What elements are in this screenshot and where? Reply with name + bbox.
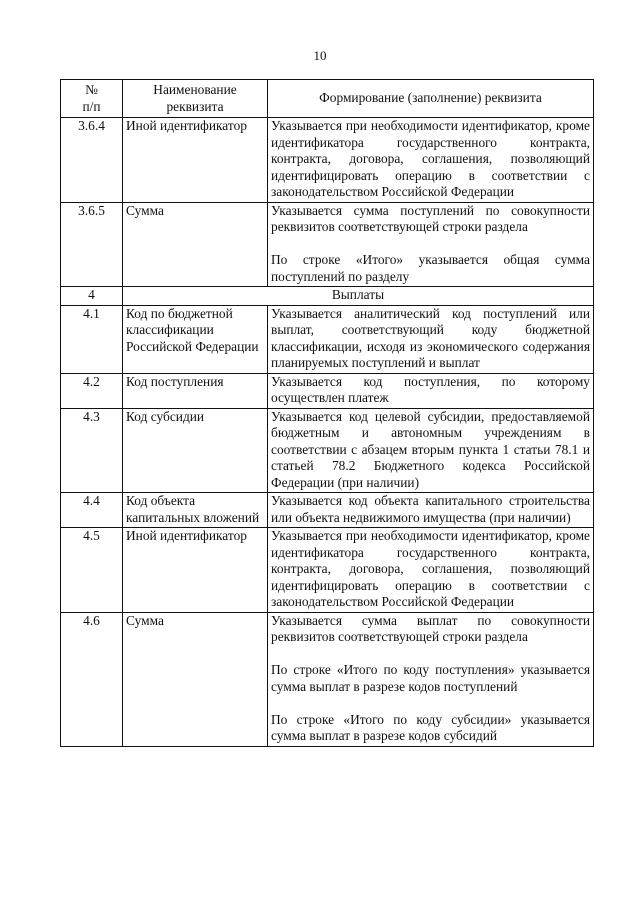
- row-number: 4.4: [61, 493, 123, 528]
- description-paragraph: Указывается код объекта капитального строительства или объекта недвижимого имущества (при наличии): [271, 493, 590, 525]
- description-paragraph: Указывается код целевой субсидии, предоставляемой бюджетным и автономным учреждениям в соответствии с абзацем вторым пункта 1 статьи 78.1 и статьей 78.2 Бюджетного кодекса Российской Федерации (при наличии): [271, 408, 590, 490]
- requisite-description: [268, 118, 594, 203]
- table-row: [61, 528, 594, 613]
- requisites-table: [60, 79, 594, 747]
- requisite-name: Код субсидии: [123, 408, 268, 493]
- header-number: № п/п: [61, 80, 123, 118]
- row-number: 4.6: [61, 612, 123, 746]
- section-title: Выплаты: [123, 287, 594, 306]
- description-paragraph: Указывается код поступления, по которому осуществлен платеж: [271, 373, 590, 405]
- description-paragraph: По строке «Итого по коду поступления» указывается сумма выплат в разрезе кодов поступлений: [271, 662, 590, 694]
- requisite-name: Код поступления: [123, 373, 268, 408]
- header-requisite-name: Наименование реквизита: [123, 80, 268, 118]
- table-row: [61, 493, 594, 528]
- table-row: [61, 408, 594, 493]
- requisite-description: [268, 493, 594, 528]
- table-body: [61, 118, 594, 747]
- description-paragraph: Указывается при необходимости идентификатор, кроме идентификатора государственного контракта, контракта, договора, соглашения, позволяющий идентифицировать операцию в соответствии с законодательством Российской Федерации: [271, 118, 590, 199]
- requisite-name: Сумма: [123, 612, 268, 746]
- requisite-description: [268, 408, 594, 493]
- requisite-name: Код объекта капитальных вложений: [123, 493, 268, 528]
- requisite-description: [268, 528, 594, 613]
- description-paragraph: Указывается сумма выплат по совокупности реквизитов соответствующей строки раздела: [271, 612, 590, 644]
- table-row: [61, 202, 594, 287]
- page-number: 10: [313, 48, 327, 63]
- description-paragraph: Указывается аналитический код поступлений или выплат, соответствующий коду бюджетной классификации, исходя из экономического содержания планируемых поступлений и выплат: [271, 305, 590, 370]
- row-number: 4.5: [61, 528, 123, 613]
- requisite-name: Иной идентификатор: [123, 528, 268, 613]
- row-number: 3.6.4: [61, 118, 123, 203]
- row-number: 4.1: [61, 305, 123, 373]
- description-paragraph: По строке «Итого» указывается общая сумма поступлений по разделу: [271, 252, 590, 284]
- requisite-name: Код по бюджетной классификации Российской Федерации: [123, 305, 268, 373]
- table-header-row: [61, 80, 594, 118]
- table-row: [61, 305, 594, 373]
- row-number: 4.2: [61, 373, 123, 408]
- requisite-description: [268, 612, 594, 746]
- table-row: [61, 373, 594, 408]
- table-row: [61, 118, 594, 203]
- row-number: 4: [61, 287, 123, 306]
- section-row: [61, 287, 594, 306]
- description-paragraph: Указывается сумма поступлений по совокупности реквизитов соответствующей строки раздела: [271, 202, 590, 234]
- header-requisite-filling: Формирование (заполнение) реквизита: [268, 80, 594, 118]
- requisite-description: [268, 202, 594, 287]
- requisite-description: [268, 305, 594, 373]
- row-number: 4.3: [61, 408, 123, 493]
- description-paragraph: Указывается при необходимости идентификатор, кроме идентификатора государственного контракта, контракта, договора, соглашения, позволяющий идентифицировать операцию в соответствии с законодательством Российской Федерации: [271, 528, 590, 609]
- description-paragraph: По строке «Итого по коду субсидии» указывается сумма выплат в разрезе кодов субсидий: [271, 711, 590, 743]
- requisite-description: [268, 373, 594, 408]
- requisite-name: Иной идентификатор: [123, 118, 268, 203]
- row-number: 3.6.5: [61, 202, 123, 287]
- table-row: [61, 612, 594, 746]
- requisite-name: Сумма: [123, 202, 268, 287]
